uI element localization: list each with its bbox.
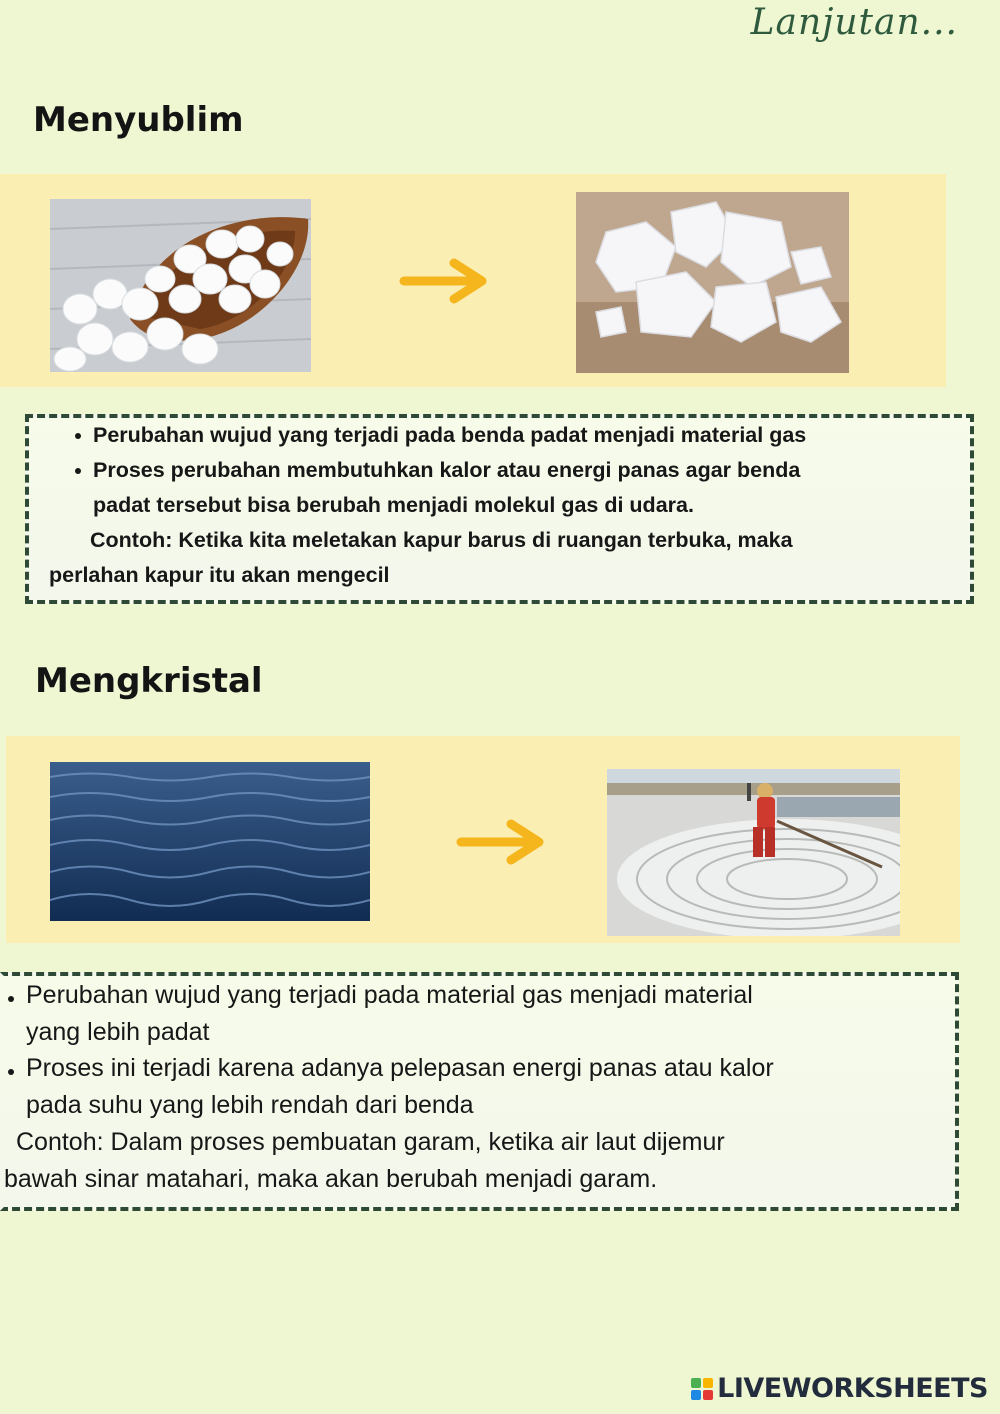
bullet-text-continued: padat tersebut bisa berubah menjadi molekul gas di udara. — [93, 493, 694, 517]
bullet-text: Proses perubahan membutuhkan kalor atau energi panas agar benda — [93, 458, 801, 482]
arrow-right-icon — [398, 258, 490, 304]
bullet-dot — [75, 433, 81, 439]
example-text-continued: perlahan kapur itu akan mengecil — [49, 563, 390, 587]
arrow-right-icon — [455, 819, 547, 865]
section-title-mengkristal: Mengkristal — [35, 661, 263, 701]
camphor-crystals-photo — [576, 192, 849, 373]
sea-water-photo — [50, 762, 370, 921]
bullet-text-continued: yang lebih padat — [26, 1018, 210, 1046]
salt-harvest-photo — [607, 769, 900, 936]
bullet-text: Perubahan wujud yang terjadi pada benda padat menjadi material gas — [93, 423, 807, 447]
bullet-dot — [8, 996, 14, 1002]
section-title-menyublim: Menyublim — [33, 100, 244, 140]
description-box-menyublim — [25, 414, 974, 604]
example-text: Contoh: Ketika kita meletakan kapur barus di ruangan terbuka, maka — [90, 528, 793, 552]
description-box-mengkristal — [0, 972, 959, 1211]
example-text-continued: bawah sinar matahari, maka akan berubah menjadi garam. — [4, 1165, 658, 1193]
bullet-dot — [8, 1069, 14, 1075]
bullet-text: Perubahan wujud yang terjadi pada material gas menjadi material — [26, 981, 753, 1009]
continued-note: Lanjutan... — [750, 2, 958, 43]
example-text: Contoh: Dalam proses pembuatan garam, ketika air laut dijemur — [16, 1128, 725, 1156]
liveworksheets-logo[interactable] — [691, 1373, 988, 1404]
bullet-dot — [75, 468, 81, 474]
bullet-text-continued: pada suhu yang lebih rendah dari benda — [26, 1091, 474, 1119]
mothballs-photo — [50, 199, 311, 372]
logo-text: LIVEWORKSHEETS — [717, 1373, 988, 1404]
liveworksheets-logo-icon — [691, 1378, 713, 1400]
bullet-text: Proses ini terjadi karena adanya pelepasan energi panas atau kalor — [26, 1054, 774, 1082]
